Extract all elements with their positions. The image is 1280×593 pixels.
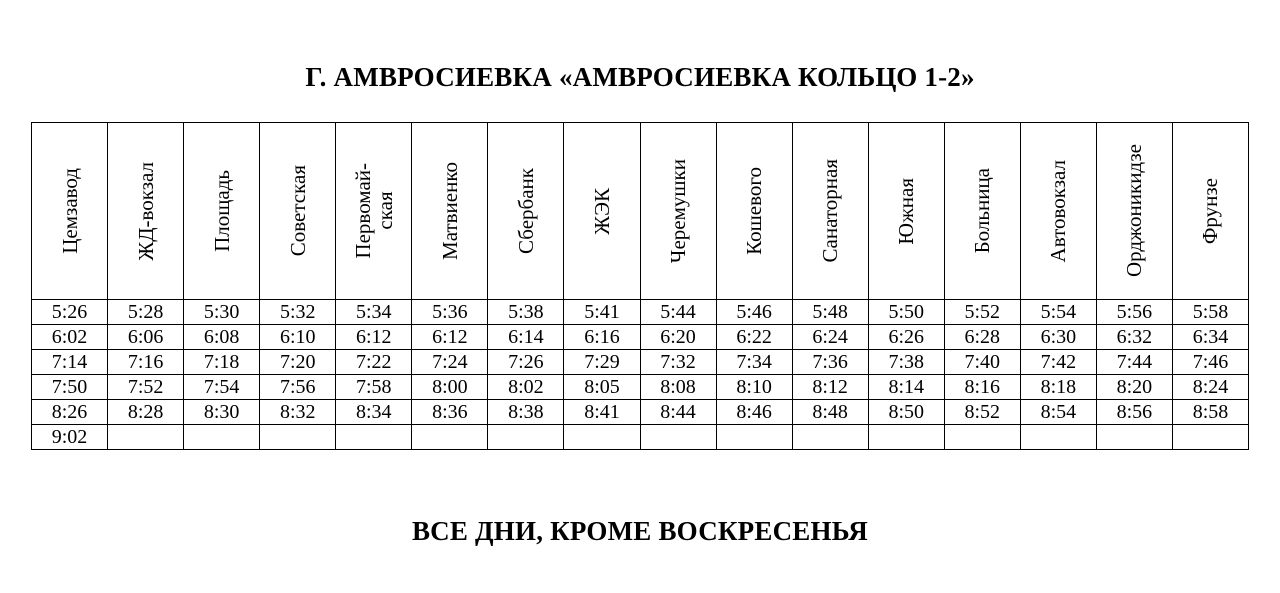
time-cell: 7:44 <box>1096 350 1172 375</box>
time-cell: 7:58 <box>336 375 412 400</box>
stop-name: Черемушки <box>666 158 691 264</box>
stop-name: Автовокзал <box>1046 159 1071 263</box>
time-cell: 8:38 <box>488 400 564 425</box>
time-cell: 8:48 <box>792 400 868 425</box>
time-cell <box>944 425 1020 450</box>
time-cell: 5:32 <box>260 300 336 325</box>
time-cell: 8:30 <box>184 400 260 425</box>
time-cell: 8:24 <box>1172 375 1248 400</box>
stop-name: Площадь <box>209 170 234 252</box>
stop-name: Санаторная <box>818 159 843 263</box>
time-cell: 7:20 <box>260 350 336 375</box>
table-row <box>32 400 1249 425</box>
time-cell: 6:10 <box>260 325 336 350</box>
time-cell <box>108 425 184 450</box>
time-cell <box>1096 425 1172 450</box>
schedule-body <box>32 300 1249 450</box>
time-cell <box>412 425 488 450</box>
time-cell: 7:36 <box>792 350 868 375</box>
time-cell: 8:36 <box>412 400 488 425</box>
schedule-footer-note: ВСЕ ДНИ, КРОМЕ ВОСКРЕСЕНЬЯ <box>411 516 869 546</box>
time-cell: 5:50 <box>868 300 944 325</box>
stop-header <box>1096 123 1172 300</box>
time-cell: 5:44 <box>640 300 716 325</box>
time-cell: 8:50 <box>868 400 944 425</box>
stop-name: Цемзавод <box>57 168 82 254</box>
stop-header <box>944 123 1020 300</box>
schedule-table <box>31 122 1249 450</box>
time-cell: 8:32 <box>260 400 336 425</box>
time-cell: 5:54 <box>1020 300 1096 325</box>
time-cell: 7:46 <box>1172 350 1248 375</box>
time-cell: 8:16 <box>944 375 1020 400</box>
time-cell: 7:22 <box>336 350 412 375</box>
time-cell: 8:44 <box>640 400 716 425</box>
time-cell: 7:54 <box>184 375 260 400</box>
time-cell <box>1020 425 1096 450</box>
stop-header <box>108 123 184 300</box>
time-cell: 5:58 <box>1172 300 1248 325</box>
time-cell: 7:56 <box>260 375 336 400</box>
time-cell <box>868 425 944 450</box>
time-cell: 5:28 <box>108 300 184 325</box>
stop-name: ЖД-вокзал <box>133 161 158 261</box>
time-cell: 7:52 <box>108 375 184 400</box>
time-cell: 6:30 <box>1020 325 1096 350</box>
time-cell: 6:32 <box>1096 325 1172 350</box>
stop-name: Кошевого <box>742 167 767 255</box>
time-cell: 7:42 <box>1020 350 1096 375</box>
time-cell <box>1172 425 1248 450</box>
time-cell: 6:28 <box>944 325 1020 350</box>
time-cell: 8:54 <box>1020 400 1096 425</box>
time-cell: 6:34 <box>1172 325 1248 350</box>
time-cell: 8:10 <box>716 375 792 400</box>
time-cell: 5:26 <box>32 300 108 325</box>
time-cell <box>488 425 564 450</box>
stops-header-row <box>32 123 1249 300</box>
time-cell: 6:12 <box>412 325 488 350</box>
time-cell: 7:26 <box>488 350 564 375</box>
stop-name: Матвиенко <box>437 162 462 260</box>
time-cell: 5:41 <box>564 300 640 325</box>
time-cell: 7:16 <box>108 350 184 375</box>
stop-header <box>868 123 944 300</box>
stop-name: Фрунзе <box>1198 177 1223 245</box>
time-cell: 6:26 <box>868 325 944 350</box>
table-row <box>32 425 1249 450</box>
stop-header <box>488 123 564 300</box>
table-row <box>32 375 1249 400</box>
time-cell: 8:18 <box>1020 375 1096 400</box>
time-cell <box>564 425 640 450</box>
stop-header <box>716 123 792 300</box>
time-cell: 9:02 <box>32 425 108 450</box>
table-row <box>32 300 1249 325</box>
time-cell: 6:20 <box>640 325 716 350</box>
time-cell: 7:50 <box>32 375 108 400</box>
time-cell: 8:46 <box>716 400 792 425</box>
time-cell: 6:02 <box>32 325 108 350</box>
time-cell: 5:48 <box>792 300 868 325</box>
stop-name: Сбербанк <box>513 168 538 254</box>
time-cell: 8:08 <box>640 375 716 400</box>
stop-name: ЖЭК <box>589 187 614 235</box>
time-cell: 5:46 <box>716 300 792 325</box>
time-cell: 7:14 <box>32 350 108 375</box>
time-cell: 8:34 <box>336 400 412 425</box>
time-cell: 7:34 <box>716 350 792 375</box>
stop-header <box>184 123 260 300</box>
time-cell: 5:30 <box>184 300 260 325</box>
time-cell <box>184 425 260 450</box>
time-cell: 6:06 <box>108 325 184 350</box>
time-cell: 6:22 <box>716 325 792 350</box>
stop-name: Советская <box>285 165 310 257</box>
time-cell: 8:26 <box>32 400 108 425</box>
stop-name: Орджоникидзе <box>1122 144 1147 278</box>
table-row <box>32 325 1249 350</box>
time-cell <box>716 425 792 450</box>
stop-name: Больница <box>970 168 995 254</box>
stop-header <box>792 123 868 300</box>
time-cell: 8:14 <box>868 375 944 400</box>
time-cell: 7:24 <box>412 350 488 375</box>
stop-header <box>640 123 716 300</box>
time-cell: 7:29 <box>564 350 640 375</box>
time-cell: 5:36 <box>412 300 488 325</box>
time-cell <box>640 425 716 450</box>
time-cell: 5:56 <box>1096 300 1172 325</box>
time-cell: 7:40 <box>944 350 1020 375</box>
stop-header <box>412 123 488 300</box>
stop-header <box>1020 123 1096 300</box>
stop-header <box>564 123 640 300</box>
stop-name: Южная <box>894 177 919 245</box>
time-cell <box>260 425 336 450</box>
time-cell: 8:52 <box>944 400 1020 425</box>
time-cell: 5:52 <box>944 300 1020 325</box>
time-cell: 8:12 <box>792 375 868 400</box>
time-cell: 8:28 <box>108 400 184 425</box>
time-cell: 6:12 <box>336 325 412 350</box>
time-cell: 6:08 <box>184 325 260 350</box>
time-cell: 7:38 <box>868 350 944 375</box>
time-cell: 8:20 <box>1096 375 1172 400</box>
time-cell: 7:32 <box>640 350 716 375</box>
schedule-title: Г. АМВРОСИЕВКА «АМВРОСИЕВКА КОЛЬЦО 1-2» <box>305 62 975 92</box>
stop-header <box>32 123 108 300</box>
stop-name: Первомай- ская <box>350 163 397 259</box>
time-cell: 5:34 <box>336 300 412 325</box>
time-cell: 8:00 <box>412 375 488 400</box>
time-cell: 8:56 <box>1096 400 1172 425</box>
stop-header <box>1172 123 1248 300</box>
time-cell <box>336 425 412 450</box>
stop-header <box>336 123 412 300</box>
time-cell: 5:38 <box>488 300 564 325</box>
time-cell: 8:41 <box>564 400 640 425</box>
time-cell: 6:24 <box>792 325 868 350</box>
time-cell: 6:16 <box>564 325 640 350</box>
time-cell: 7:18 <box>184 350 260 375</box>
stop-header <box>260 123 336 300</box>
time-cell: 8:58 <box>1172 400 1248 425</box>
time-cell: 6:14 <box>488 325 564 350</box>
table-row <box>32 350 1249 375</box>
time-cell: 8:02 <box>488 375 564 400</box>
time-cell <box>792 425 868 450</box>
time-cell: 8:05 <box>564 375 640 400</box>
